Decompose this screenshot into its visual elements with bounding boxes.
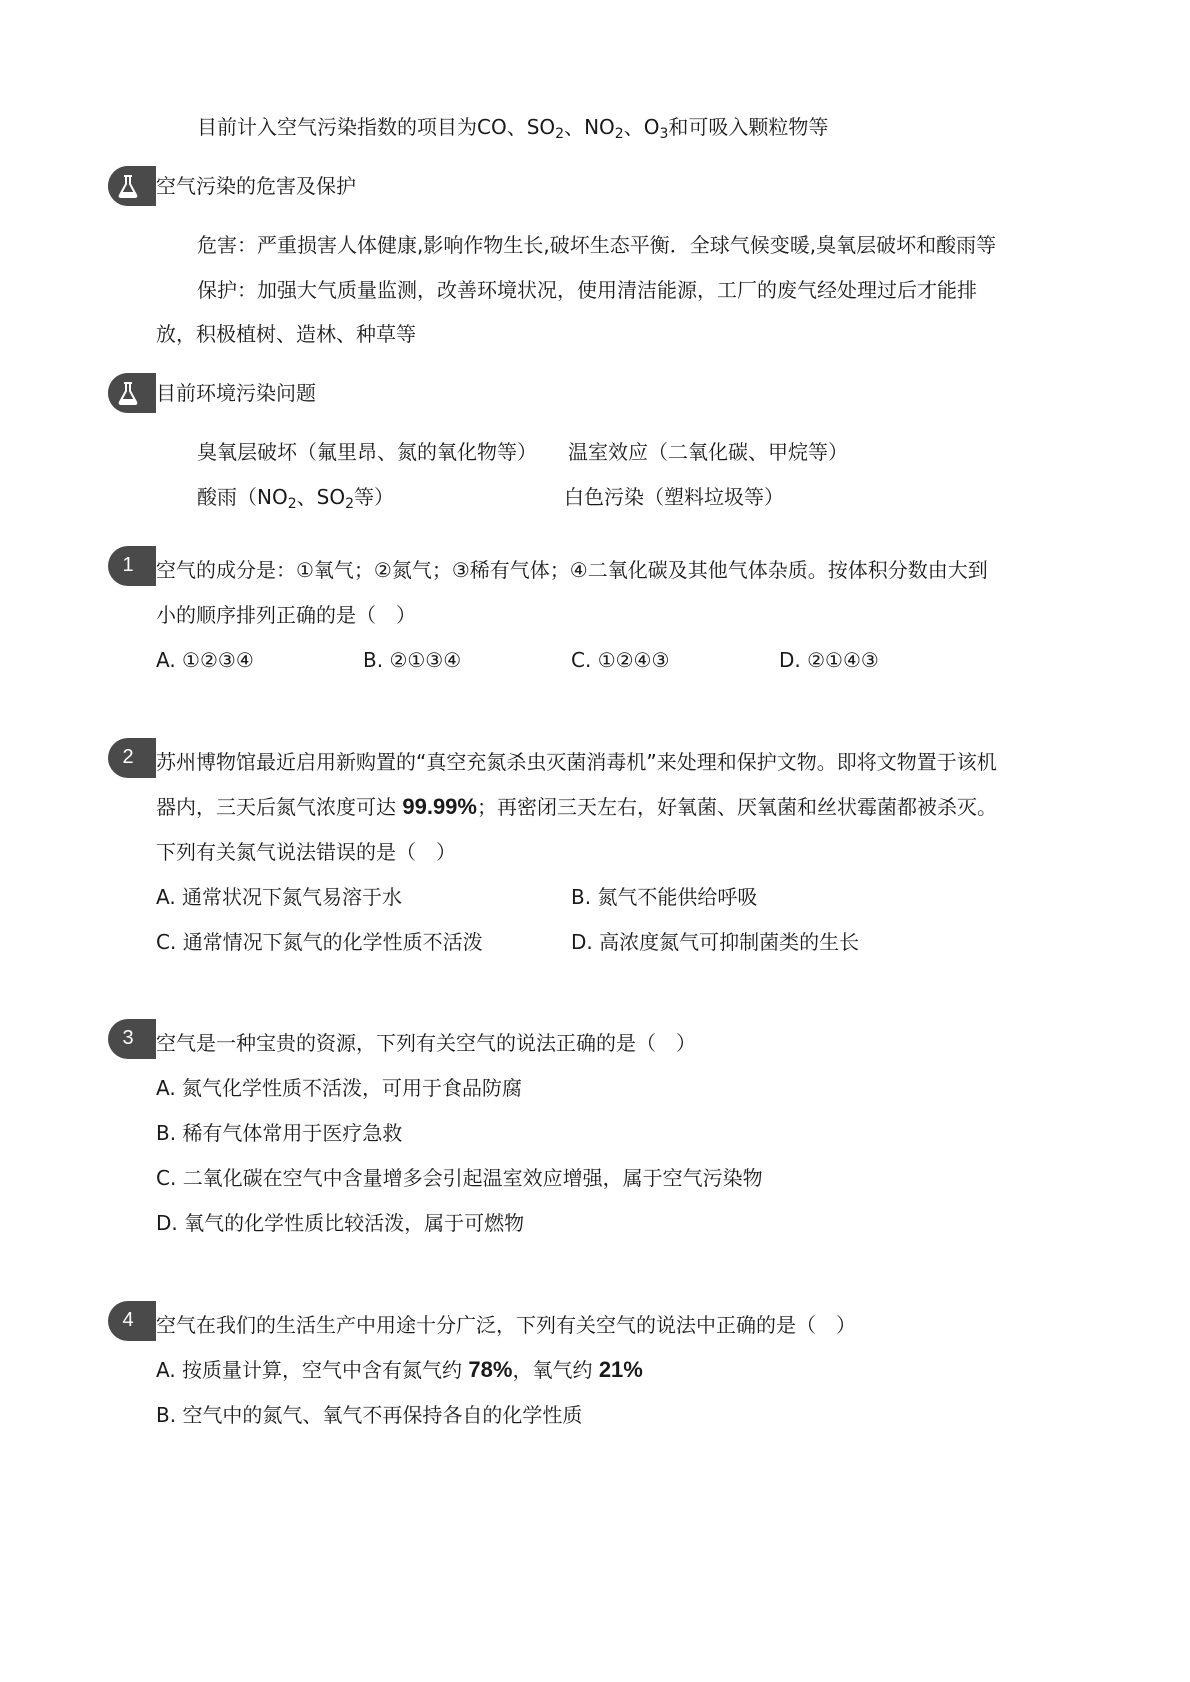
question-number-badge	[108, 1301, 156, 1341]
protect-text-line2: 放，积极植树、造林、种草等	[156, 322, 416, 346]
section-issues-title: 目前环境污染问题	[156, 381, 316, 405]
question-4-option-b[interactable]: B. 空气中的氮气、氧气不再保持各自的化学性质	[156, 1403, 583, 1427]
question-number: 2	[122, 746, 134, 768]
question-2-option-a[interactable]: A. 通常状况下氮气易溶于水	[156, 885, 403, 909]
section-harm-title: 空气污染的危害及保护	[156, 174, 356, 198]
question-2-option-b[interactable]: B. 氮气不能供给呼吸	[571, 885, 758, 909]
question-1-line2: 小的顺序排列正确的是（ ）	[156, 603, 416, 627]
issue-acid-rain: 酸雨（$NO_2$、$SO_2$等）	[197, 485, 394, 512]
question-number: 4	[122, 1309, 134, 1331]
question-number: 1	[122, 554, 134, 576]
question-3-option-c[interactable]: C. 二氧化碳在空气中含量增多会引起温室效应增强，属于空气污染物	[156, 1166, 763, 1190]
question-2-line1: 苏州博物馆最近启用新购置的“真空充氮杀虫灭菌消毒机”来处理和保护文物。即将文物置于该机	[156, 750, 997, 774]
issue-ozone: 臭氧层破坏（氟里昂、氮的氧化物等）	[197, 440, 537, 464]
question-number-badge	[108, 546, 156, 586]
question-number-badge	[108, 738, 156, 778]
flask-icon	[108, 373, 156, 413]
issue-greenhouse: 温室效应（二氧化碳、甲烷等）	[568, 440, 848, 464]
question-3-line1: 空气是一种宝贵的资源，下列有关空气的说法正确的是（ ）	[156, 1031, 696, 1055]
issue-white-pollution: 白色污染（塑料垃圾等）	[564, 485, 784, 509]
question-2-option-c[interactable]: C. 通常情况下氮气的化学性质不活泼	[156, 930, 483, 954]
pollution-index-text: 目前计入空气污染指数的项目为CO、$SO_2$、$NO_2$、$O_3$和可吸入颗粒物等	[197, 115, 829, 142]
question-3-option-a[interactable]: A. 氮气化学性质不活泼，可用于食品防腐	[156, 1076, 523, 1100]
question-4-line1: 空气在我们的生活生产中用途十分广泛，下列有关空气的说法中正确的是（ ）	[156, 1313, 856, 1337]
question-1-line1: 空气的成分是：①氧气；②氮气；③稀有气体；④二氧化碳及其他气体杂质。按体积分数由大到	[156, 558, 988, 582]
question-4-option-a[interactable]: A. 按质量计算，空气中含有氮气约 78%，氧气约 21%	[156, 1357, 643, 1382]
question-3-option-d[interactable]: D. 氧气的化学性质比较活泼，属于可燃物	[156, 1211, 525, 1235]
question-number-badge	[108, 1019, 156, 1059]
question-2-line3: 下列有关氮气说法错误的是（ ）	[156, 840, 456, 864]
question-3-option-b[interactable]: B. 稀有气体常用于医疗急救	[156, 1121, 403, 1145]
question-2-option-d[interactable]: D. 高浓度氮气可抑制菌类的生长	[571, 930, 860, 954]
question-number: 3	[122, 1027, 134, 1049]
question-1-option-b[interactable]: B. ②①③④	[363, 648, 462, 672]
harm-text: 危害：严重损害人体健康,影响作物生长,破坏生态平衡．全球气候变暖,臭氧层破坏和酸雨等	[197, 233, 997, 257]
flask-icon	[108, 166, 156, 206]
question-1-option-a[interactable]: A. ①②③④	[156, 648, 254, 672]
question-1-option-d[interactable]: D. ②①④③	[779, 648, 879, 672]
protect-text-line1: 保护：加强大气质量监测，改善环境状况，使用清洁能源，工厂的废气经处理过后才能排	[197, 278, 977, 302]
question-2-line2: 器内，三天后氮气浓度可达 99.99%；再密闭三天左右，好氧菌、厌氧菌和丝状霉菌都被杀灭。	[156, 794, 997, 819]
question-1-option-c[interactable]: C. ①②④③	[571, 648, 670, 672]
